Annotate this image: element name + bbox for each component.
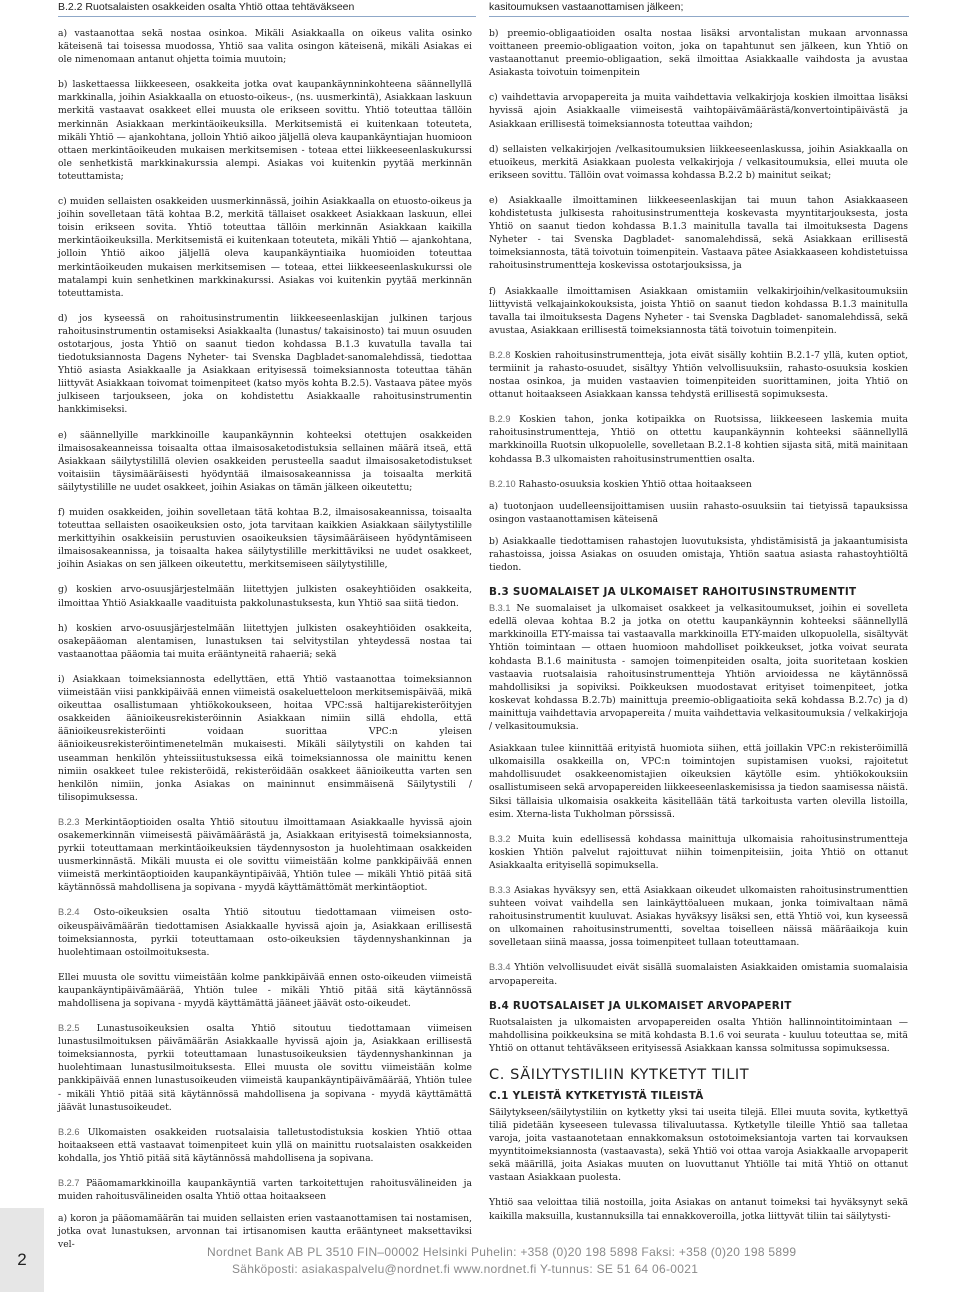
paragraph-text: Asiakkaan tulee kiinnittää erityistä huomiota siihen, että joillakin VPC:n rekisteröimillä ulkomaisilla osakkeilla on, VPC:n toimintojen supistamisen vuoksi, rajoitetut mahdollisuudet osakkeenomistajien oikeuksien käytölle esim. yhtiökokouksiin osallistumiseen sekä arvopapereiden liikkeeseenlaskemisissa ja tiedon saamisessa näistä. Siksi tällaisia ulkomaisia osakkeita käsitellään tätä tarkoitusta varten olevilla listoilla, esim. Xterna-lista Tukholman pörssissä. — [489, 743, 908, 820]
paragraph — [489, 478, 908, 491]
paragraph-text: Muita kuin edellisessä kohdassa mainittuja ulkomaisia rahoitusinstrumentteja koskien Yhtiön palvelut rajoittuvat niihin toimenpiteisiin, joita Yhtiö on ottanut Asiakkaalta erityisellä sopimuksella. — [489, 833, 909, 871]
paragraph-text: Ne suomalaiset ja ulkomaiset osakkeet ja velkasitoumukset, joihin ei sovelleta edellä olevaa kohtaa B.2 ja jotka on otettu kaupankäynnin kohteeksi säännellyllä markkinoilla ETY-maissa tai vastaavalla markkinoilla ETY-maiden ulkopuolella, sisältyvät Yhtiön toimintaan — ottaen huomioon mahdolliset poikkeukset, jotka voivat seurata kohdasta B.1.6 mainitusta - samojen toimenpiteiden osalta, joita suoritetaan koskien vastaavia ruotsalaisia rahoitusinstrumentteja Yhtiön arvioidessa ne käytännössä mahdollisiksi ja sopiviksi. Poikkeuksen muodostavat erityiset toimenpiteet, jotka koskevat kohdassa B.2.7b) mainittuja preemio-obligaatioita sekä kohdassa B.2.7c) ja d) mainittuja vaihdettavia arvopapereita / muita vaihdettavia velkasitoumuksia / velkakirjoja / velkasitoumuksia. — [489, 603, 908, 733]
paragraph-text: e) säännellyille markkinoille kaupankäynnin kohteeksi otettujen osakkeiden ilmaisosakeanneissa toisaalta ottaa ilmaisosaketodistuksia sellainen määrä itseä, että Asiakkaan säilytystilillä olevien osakkeiden perusteella saadut ilmaisosaketodistukset voitaisiin täysimääräisesti hyödyntää ilmaisosakeannissa ja toisaalta merkitä säilytystilille ne uudet osakkeet, joihin Asiakas on tämän jälkeen oikeutettu; — [58, 429, 472, 493]
paragraph — [489, 833, 908, 872]
clause-number: B.3.3 — [489, 884, 511, 895]
clause-number: B.2.10 — [489, 478, 516, 489]
paragraph — [489, 1196, 908, 1222]
subsection-heading: B.3 SUOMALAISET JA ULKOMAISET RAHOITUSINSTRUMENTIT — [489, 586, 857, 599]
paragraph-text: b) laskettaessa liikkeeseen, osakkeita jotka ovat kaupankäynninkohteena säännellyllä markkinalla, joihin Asiakkaalla on etuosto-oikeus-, (ns. uusmerkintä), Asiakkaan laskuun merkitä vastaavat osakkeet ellei muusta ole erikseen sovittu. Yhtiö toteuttaa tällöin merkinnän Asiakkaan merkintäoikeuksilla. Merkitsemistä ei kuitenkaan toteuteta, mikäli Yhtiö — ajankohtana, jolloin Yhtiö aikoo jäljellä oleva kaupankäyntiajan huomioon ottaen merkintäoikeuden mukaisen merkitsemisen - toteaa ettei liikkeeseenlaskukurssi ole senhetkistä markkinakurssia alempi. Asiakas voi kuitenkin pyytää merkinnän toteuttamista; — [58, 79, 472, 182]
paragraph-text: c) vaihdettavia arvopapereita ja muita vaihdettavia velkakirjoja koskien ilmoittaa lisäksi hyvissä ajoin Asiakkaalle viimeisestä vaihtopäivämäärästä/konvertointipäivästä ja Asiakkaan erillisestä toimeksiannosta toteuttaa vaihdon; — [489, 92, 908, 130]
paragraph-text: Asiakas hyväksyy sen, että Asiakkaan oikeudet ulkomaisten rahoitusinstrumenttien suhteen voivat vaihdella sen lainkäyttöalueen mukaan, jonka toimivaltaan nämä rahoitusinstrumentit kuuluvat. Asiakas hyväksyy lisäksi sen, että Yhtiö voi, kun kyseessä on ulkomainen rahoitusinstrumentti, soveltaa toiselleen näissä määräaikoja kuin sovelletaan siinä maassa, jossa toimenpiteet tullaan toteuttamaan. — [489, 884, 909, 949]
footer-email-line: Sähköposti: asiakaspalvelu@nordnet.fi www.nordnet.fi Y-tunnus: SE 51 64 06-0021 — [232, 1262, 699, 1276]
paragraph — [58, 906, 472, 958]
clause-number: B.2.8 — [489, 349, 511, 360]
page-number: 2 — [17, 1250, 27, 1269]
paragraph — [58, 312, 472, 417]
paragraph-text: c) muiden sellaisten osakkeiden uusmerkinnässä, joihin Asiakkaalla on etuosto-oikeus ja joihin sovelletaan tätä kohtaa B.2, merkitä tällaiset osakkeet Asiakkaan laskuun, ellei toisin erikseen sovita. Yhtiö toteuttaa tällöin merkinnän Asiakkaan kaikilla merkintäoikeuksilla. Merkitsemistä ei kuitenkaan toteuteta, mikäli Yhtiö — ajankohtana, jolloin Yhtiö aikoo jäljellä oleva kaupankäyntiaika huomioiden toteuttaa merkintäoikeuden mukaisen merkitsemisen — toteaa, ettei liikkeeseenlaskukurssi ole matalampi kuin senhetkinen markkinakurssi. Asiakas voi kuitenkin pyytää merkinnän toteuttamista. — [58, 196, 472, 299]
clause-number: B.3.4 — [489, 962, 511, 973]
paragraph — [58, 1177, 472, 1203]
paragraph — [58, 1022, 472, 1114]
paragraph-text: Koskien rahoitusinstrumentteja, jota eivät sisälly kohtiin B.2.1-7 yllä, kuten optiot, termiinit ja rahasto-osuudet, sisältyy Yhtiön velvollisuuksiin, rahasto-osuuksia koskien nostaa osinkoa, ja muiden vastaavien toimenpiteiden suorittaminen, joita Yhtiö on ottanut hoitaakseen Asiakkaan kanssa tehdystä erillisestä sopimuksesta. — [489, 349, 908, 401]
paragraph — [489, 961, 908, 987]
paragraph-text: Rahasto-osuuksia koskien Yhtiö ottaa hoitaakseen — [518, 478, 752, 490]
clause-number: B.3.1 — [489, 603, 511, 614]
paragraph-text: d) sellaisten velkakirjojen /velkasitoumuksien liikkeeseenlaskussa, joihin Asiakkaalla on etuoikeus, merkitä Asiakkaan puolesta velkakirjoja / velkasitoumuksia, ellei muuta ole erikseen sovittu. Tällöin ovat voimassa kohdassa B.2.2 b) mainitut seikat; — [489, 143, 908, 181]
paragraph — [58, 622, 472, 661]
right-text-column — [489, 27, 908, 1235]
paragraph — [58, 27, 472, 66]
paragraph — [489, 143, 908, 182]
paragraph — [58, 78, 472, 183]
paragraph — [489, 500, 908, 526]
paragraph — [58, 816, 472, 895]
paragraph — [58, 673, 472, 804]
running-header-right: kasitoumuksen vastaanottamisen jälkeen; — [489, 0, 909, 17]
paragraph-text: g) koskien arvo-osuusjärjestelmään liitettyjen julkisten osakeyhtiöiden osakkeita, ilmoittaa Yhtiö Asiakkaalle vaadituista pakkolunastuksesta, kun Yhtiö saa siitä tiedon. — [58, 584, 472, 609]
paragraph — [58, 1126, 472, 1165]
paragraph — [58, 506, 472, 571]
paragraph — [489, 27, 908, 79]
paragraph — [489, 884, 908, 949]
paragraph — [489, 285, 908, 337]
paragraph — [489, 349, 908, 401]
paragraph-text: Pääomamarkkinoilla kaupankäyntiä varten tarkoitettujen rahoitusvälineiden ja muiden rahoitusvälineiden osalta Yhtiö ottaa hoitaakseen — [58, 1178, 472, 1203]
paragraph-text: a) vastaanottaa sekä nostaa osinkoa. Mikäli Asiakkaalla on oikeus valita osinko käteisenä tai toisessa muodossa, Yhtiö saa valita osingon käteisenä, mikäli Asiakas ei ole nimenomaan antanut ohjetta toimia muutoin; — [58, 28, 472, 66]
paragraph-text: a) tuotonjaon uudelleensijoittamisen uusiin rahasto-osuuksiin tai tietyissä tapauksissa osingon vastaanottamisen käteisenä — [489, 500, 908, 525]
paragraph — [489, 1016, 908, 1055]
left-text-column — [58, 27, 473, 1251]
paragraph-text: Osto-oikeuksien osalta Yhtiö sitoutuu tiedottamaan viimeisen osto-oikeuspäivämäärän tiedottamisen Asiakkaalle hyvissä ajoin ja, Asiakkaan erillisestä toimeksiannosta, pyrkii toteuttamaan osto-oikeuksien täydennyshankinnan ja huolehtimaan ostoilmoituksesta. — [58, 907, 472, 958]
paragraph-text: f) muiden osakkeiden, joihin sovelletaan tätä kohtaa B.2, ilmaisosakeannissa, toisaalta toteuttaa sellaisten osaoikeuksien osto, jota tarvitaan kaikkien Asiakkaan säilytystilille merkittyihin osakkeisiin perustuvien osaoikeuksien täysimääräiseen hyödyntämiseen ilmaisosakeannissa, ja toisaalta hakea säilytystilille merkittäviksi ne uudet osakkeet, joihin Asiakas on sen jälkeen oikeutettu, merkitsemiseen säilytystilille, — [58, 507, 472, 571]
paragraph-text: b) Asiakkaalle tiedottamisen rahastojen luovutuksista, yhdistämisistä ja jakaantumisista rahastoissa, joissa Asiakas on osuuden omistaja, Yhtiön saatua asiasta rahastoyhtiöltä tiedon. — [489, 535, 908, 574]
clause-number: B.2.4 — [58, 907, 80, 918]
clause-number: B.2.7 — [58, 1178, 80, 1189]
paragraph-text: Ulkomaisten osakkeiden ruotsalaisia talletustodistuksia koskien Yhtiö ottaa hoitaakseen että vastaavat toimenpiteet kuin yllä on mainittu ruotsalaisten osakkeiden kohdalla, jos Yhtiö pitää sitä käytännössä mahdollisena ja sopivana. — [58, 1126, 472, 1164]
paragraph — [489, 742, 908, 821]
paragraph-text: b) preemio-obligaatioiden osalta nostaa lisäksi arvontalistan mukaan arvonnassa voittaneen preemio-obligaation voiton, joka on tapahtunut sen jälkeen, kun Yhtiö on vastaanottanut preemio-obligaation, sekä ilmoittaa Asiakkaalle vaihdosta ja avustaa Asiakasta toivotuin toimenpitein — [489, 28, 908, 79]
paragraph — [489, 1106, 908, 1185]
paragraph — [58, 429, 472, 494]
paragraph-text: Säilytykseen/säilytystiliin on kytketty yksi tai useita tilejä. Ellei muuta sovita, kytkettyä tiliä pidetään kyseeseen tulevassa tilivaluutassa. Kytketylle tileille Yhtiö saa talletaa varoja, joita vastaanotetaan ennakkomaksun ostotoimeksiantoja varten tai korvauksen myyntitoimeksiannosta (vastaavasta), sekä Yhtiö voi ottaa varoja Asiakkaalle arvopaperit sekä määrillä, joita Asiakas muuten on luovuttanut Yhtiölle tai mitä Yhtiö on ottanut vastaan Asiakkaan puolesta. — [489, 1106, 908, 1184]
clause-number: B.2.9 — [489, 414, 511, 425]
clause-number: B.2.3 — [58, 816, 80, 827]
paragraph — [489, 194, 908, 273]
subsection-heading: C.1 YLEISTÄ KYTKETYISTÄ TILEISTÄ — [489, 1089, 704, 1102]
paragraph-text: i) Asiakkaan toimeksiannosta edellyttäen, että Yhtiö vastaanottaa toimeksiannon viimeistään viisi pankkipäivää ennen viimeistä osakeluetteloon merkitsemispäivää, mikä oikeuttaa osallistumaan yhtiökokoukseen, hoitaa VPC:ssä haltijarekisteröityjen osakkeiden äänioikeusrekisteröinnin Asiakkaan nimiin sillä ehdolla, että äänioikeusrekisteröinti voidaan suorittaa VPC:n yleisen äänioikeusrekisteröintimenetelmän mukaisesti. Mikäli säilytystili on kahden tai useamman henkilön yhteissiitustuksessa eikä toimeksiannossa ole mainittu kenen nimiin osakkeet tulee rekisteröidä, rekisteröidään osakkeet äänioikeutta varten sen henkilön nimiin, jonka Asiakas on maininnut ensimmäisenä Säilytystili / tilisopimuksessa. — [58, 673, 472, 803]
clause-number: B.2.5 — [58, 1023, 80, 1034]
paragraph-text: Koskien tahon, jonka kotipaikka on Ruotsissa, liikkeeseen laskemia muita rahoitusinstrumentteja, Yhtiö on ottettu kaupankäynnin kohteeksi säännellyllä markkinoilla Ruotsin ulkopuolelle, sovelletaan B.2.1-8 kohtien sijasta sitä, mitä mainitaan kohdassa B.3 ulkomaisten rahoitusinstrumenttien osalta. — [489, 414, 909, 465]
subsection-heading: B.4 RUOTSALAISET JA ULKOMAISET ARVOPAPERIT — [489, 999, 792, 1012]
paragraph — [489, 535, 908, 574]
paragraph — [489, 91, 908, 130]
paragraph-text: d) jos kyseessä on rahoitusinstrumentin liikkeeseenlaskijan julkinen tarjous rahoitusinstrumentin ostamiseksi Asiakkaalta (lunastus/ takaisinosto) tai muun osuuden ostotarjous, josta Yhtiö on saanut tiedon kohdassa B.1.3 kuvatulla tavalla tai tiedotuksiannosta Dagens Nyheter- tai Svenska Dagbladet-sanomalehdissä, tiedottaa Yhtiö asiasta Asiakkaalle ja Asiakkaan erityisessä toimeksiannosta toteuttaa tähän liittyvät Asiakkaan toivomat toimenpiteet (katso myös kohta B.2.5). Vastaava pätee myös julkiseen tarjoukseen, joka on kohdistettu Asiakkaalle rahoitusinstrumentin hankkimiseksi. — [58, 312, 472, 416]
paragraph-text: h) koskien arvo-osuusjärjestelmään liitettyjen julkisten osakeyhtiöiden osakkeita, osakepääoman alentamisen, lunastuksen tai selvitystilan yhteydessä nostaa tai vastaanottaa pääomia tai muita erääntyneitä rahaeriä; sekä — [58, 622, 472, 660]
clause-number: B.2.6 — [58, 1126, 80, 1137]
paragraph-text: Merkintäoptioiden osalta Yhtiö sitoutuu ilmoittamaan Asiakkaalle hyvissä ajoin osakemerkinnän viimeisestä päivämäärästä ja, Asiakkaan erityisestä toimeksiannosta, pyrkii toteuttamaan merkintäoikeuksien täydennysoston ja huolehtimaan osakkeiden uusmerkinnästä. Mikäli muusta ei ole sovittu viimeistään kolme pankkipäivää ennen viimeistä merkintäoptioiden kaupankäyntipäivää, Yhtiön tulee — mikäli Yhtiö pitää sitä käytännössä mahdollisena ja sopivana - myydä käyttämättömät merkintäoptiot. — [58, 816, 473, 894]
clause-number: B.3.2 — [489, 833, 511, 844]
paragraph-text: a) koron ja pääomamäärän tai muiden sellaisten erien vastaanottamisen tai nostamisen, jotka ovat lunastuksen, arvonnan tai irtisanomisen kautta erääntyneet maksettaviksi vel- — [58, 1213, 472, 1251]
paragraph-text: Yhtiö saa veloittaa tiliä nostoilla, joita Asiakas on antanut toimeksi tai hyväksynyt sekä kaikilla maksuilla, kustannuksilla tai ennakkoveroilla, jotka liittyvät tiliin tai säilytysti- — [489, 1197, 908, 1222]
section-heading: C. SÄILYTYSTILIIN KYTKETYT TILIT — [489, 1066, 750, 1083]
paragraph — [489, 413, 908, 465]
paragraph-text: Ellei muusta ole sovittu viimeistään kolme pankkipäivää ennen osto-oikeuden viimeistä kaupankäyntipäivämäärää, Yhtiön tulee - mikäli Yhtiö pitää sitä käytännössä mahdollisena ja sopivana - myydä käyttämättä jääneet jäävät osto-oikeudet. — [58, 971, 472, 1009]
paragraph — [58, 971, 472, 1010]
paragraph — [58, 583, 472, 609]
footer-contact-line: Nordnet Bank AB PL 3510 FIN–00002 Helsinki Puhelin: +358 (0)20 198 5898 Faksi: +358 (0)20 198 5899 — [207, 1245, 797, 1259]
paragraph-text: Lunastusoikeuksien osalta Yhtiö sitoutuu tiedottamaan viimeisen lunastusilmoituksen päivämäärän Asiakkaalle hyvissä ajoin ja, Asiakkaan erillisestä toimeksiannosta, pyrkii toteuttamaan lunastusoikeuksien täydennyshankinnan ja huolehtimaan lunastusilmoituksesta. Ellei muusta ole sovittu viimeistään kolme pankkipäivää ennen lunastusoikeuden viimeistä kaupankäyntipäivämäärää, Yhtiön tulee - mikäli Yhtiö pitää sitä käytännössä mahdollisena ja sopivana - myydä käyttämättä jäävät lunastusoikeudet. — [58, 1023, 472, 1113]
paragraph-text: Ruotsalaisten ja ulkomaisten arvopapereiden osalta Yhtiön hallinnointitoimintaan — mahdollisina poikkeuksina se mitä kohdasta B.1.6 voi seurata - kuuluu toteuttaa se, mitä Yhtiö on ottanut tehtäväkseen erityisessä Asiakkaan kanssa solmitussa sopimuksessa. — [489, 1016, 908, 1054]
paragraph-text: e) Asiakkaalle ilmoittaminen liikkeeseenlaskijan tai muun tahon Asiakkaaseen kohdistetusta julkisesta rahoitusinstrumentteja koskevasta myyntitarjouksesta, josta Yhtiö on saanut tiedon kohdassa B.1.3 mainitulla tavalla tai ilmoituksesta Dagens Nyheter - tai Svenska Dagbladet- sanomalehdissä, sekä Asiakkaan erillisestä toimeksiannosta, tätä toivotuin toimenpitein. Vastaava pätee Asiakkaaseen kohdistetuissa rahoitusinstrumentteja koskevissa ostotarjouksissa, ja — [489, 194, 908, 272]
running-header-left: B.2.2 Ruotsalaisten osakkeiden osalta Yhtiö ottaa tehtäväkseen — [58, 0, 476, 17]
paragraph — [58, 195, 472, 300]
paragraph-text: Yhtiön velvollisuudet eivät sisällä suomalaisten Asiakkaiden omistamia suomalaisia arvopapereita. — [489, 962, 909, 987]
paragraph — [489, 602, 908, 733]
paragraph-text: f) Asiakkaalle ilmoittamisen Asiakkaan omistamiin velkakirjoihin/velkasitoumuksiin liittyvistä velkajainkokouksista, joista Yhtiö on saanut tiedon kohdassa B.1.3 mainitulla tavalla tai ilmoituksesta Dagens Nyheter - tai Svenska Dagbladet- sanomalehdissä, sekä avustaa, Asiakkaan erillisestä toimeksiannosta tätä toivotuin toimenpitein. — [489, 285, 908, 336]
